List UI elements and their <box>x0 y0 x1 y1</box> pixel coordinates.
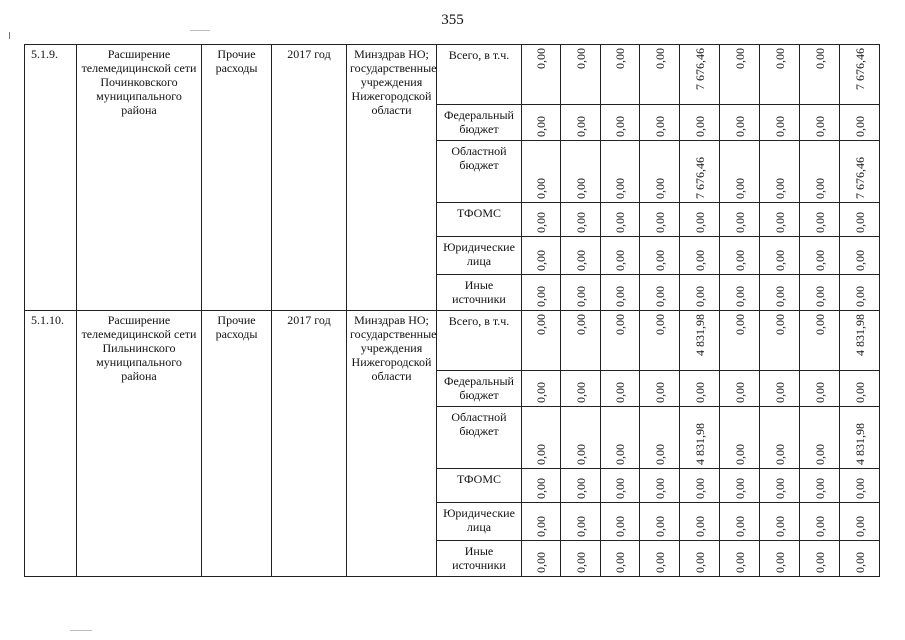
funding-source-label: Областной бюджет <box>437 407 522 469</box>
page-number: 355 <box>441 12 464 28</box>
value-cell <box>720 311 760 371</box>
budget-table <box>24 44 880 577</box>
value-cell <box>601 311 640 371</box>
value-cell <box>800 541 840 577</box>
value-cell <box>601 203 640 237</box>
value-text: 0,00 <box>692 382 707 403</box>
value-text: 0,00 <box>652 178 667 199</box>
value-cell <box>720 275 760 311</box>
value-text: 0,00 <box>613 552 627 573</box>
value-cell <box>640 541 680 577</box>
value-cell <box>522 503 561 541</box>
value-text: 0,00 <box>772 552 787 573</box>
value-text: 0,00 <box>652 478 667 499</box>
value-text: 0,00 <box>692 212 707 233</box>
value-text: 0,00 <box>652 212 667 233</box>
value-cell <box>680 503 720 541</box>
item-name: Расширение телемедицинской сети Починковского муниципального района <box>77 45 202 311</box>
value-text: 0,00 <box>732 552 747 573</box>
value-text: 0,00 <box>652 286 667 307</box>
value-text: 0,00 <box>812 212 827 233</box>
value-text: 4 831,98 <box>852 423 867 465</box>
value-cell <box>561 469 601 503</box>
value-cell <box>601 141 640 203</box>
value-cell <box>840 105 880 141</box>
value-cell <box>640 275 680 311</box>
value-cell <box>800 275 840 311</box>
value-cell <box>800 503 840 541</box>
value-cell <box>680 311 720 371</box>
value-text: 0,00 <box>772 250 787 271</box>
value-text: 0,00 <box>692 552 707 573</box>
item-year: 2017 год <box>272 311 347 577</box>
value-text: 0,00 <box>573 178 588 199</box>
value-text: 0,00 <box>812 178 827 199</box>
value-text: 0,00 <box>613 516 627 537</box>
value-cell <box>720 469 760 503</box>
expense-type: Прочие расходы <box>202 311 272 577</box>
value-cell <box>720 407 760 469</box>
value-text: 0,00 <box>534 552 548 573</box>
value-cell <box>800 141 840 203</box>
table-row <box>25 45 880 105</box>
value-text: 0,00 <box>613 116 627 137</box>
value-cell <box>561 105 601 141</box>
item-executor: Минздрав НО; государственные учреждения Нижегородской области <box>347 45 437 311</box>
value-text: 0,00 <box>732 250 747 271</box>
value-text: 0,00 <box>534 178 548 199</box>
value-cell <box>720 105 760 141</box>
value-text: 0,00 <box>613 250 627 271</box>
value-text: 0,00 <box>772 382 787 403</box>
value-cell <box>800 237 840 275</box>
value-text: 0,00 <box>772 286 787 307</box>
value-cell <box>601 275 640 311</box>
funding-source-label: Юридические лица <box>437 237 522 275</box>
value-text: 0,00 <box>534 116 548 137</box>
value-text: 0,00 <box>852 212 867 233</box>
funding-source-label: ТФОМС <box>437 469 522 503</box>
value-text: 0,00 <box>613 48 627 69</box>
value-text: 0,00 <box>812 478 827 499</box>
value-text: 0,00 <box>613 382 627 403</box>
value-cell <box>640 105 680 141</box>
value-cell <box>640 469 680 503</box>
value-text: 0,00 <box>613 286 627 307</box>
value-text: 0,00 <box>772 314 787 335</box>
value-cell <box>522 541 561 577</box>
value-cell <box>800 311 840 371</box>
value-cell <box>601 469 640 503</box>
value-cell <box>680 371 720 407</box>
value-cell <box>601 45 640 105</box>
value-text: 0,00 <box>613 212 627 233</box>
funding-source-label: Всего, в т.ч. <box>437 45 522 105</box>
value-cell <box>561 203 601 237</box>
table-row <box>25 311 880 371</box>
value-cell <box>800 105 840 141</box>
value-text: 7 676,46 <box>692 48 707 90</box>
value-text: 0,00 <box>812 314 827 335</box>
value-cell <box>840 141 880 203</box>
value-text: 0,00 <box>534 478 548 499</box>
value-text: 0,00 <box>732 286 747 307</box>
value-text: 0,00 <box>732 516 747 537</box>
value-text: 7 676,46 <box>852 157 867 199</box>
value-text: 0,00 <box>852 478 867 499</box>
value-cell <box>680 237 720 275</box>
value-cell <box>601 237 640 275</box>
value-cell <box>640 141 680 203</box>
value-text: 0,00 <box>573 478 588 499</box>
value-cell <box>720 141 760 203</box>
value-text: 0,00 <box>772 478 787 499</box>
value-text: 7 676,46 <box>852 48 867 90</box>
funding-source-label: Всего, в т.ч. <box>437 311 522 371</box>
value-cell <box>640 203 680 237</box>
value-text: 0,00 <box>812 552 827 573</box>
value-cell <box>522 45 561 105</box>
value-cell <box>522 141 561 203</box>
item-number: 5.1.10. <box>25 311 77 577</box>
value-text: 0,00 <box>732 478 747 499</box>
value-cell <box>760 105 800 141</box>
value-text: 0,00 <box>573 212 588 233</box>
funding-source-label: Федеральный бюджет <box>437 105 522 141</box>
funding-source-label: Юридические лица <box>437 503 522 541</box>
value-text: 0,00 <box>732 116 747 137</box>
value-cell <box>640 311 680 371</box>
scan-mark <box>70 630 92 631</box>
value-text: 0,00 <box>652 250 667 271</box>
value-cell <box>601 371 640 407</box>
value-text: 0,00 <box>812 382 827 403</box>
value-cell <box>522 105 561 141</box>
value-text: 0,00 <box>652 48 667 69</box>
value-cell <box>561 503 601 541</box>
value-cell <box>760 469 800 503</box>
funding-source-label: Иные источники <box>437 275 522 311</box>
value-cell <box>601 105 640 141</box>
value-cell <box>760 407 800 469</box>
value-text: 0,00 <box>534 286 548 307</box>
value-cell <box>680 45 720 105</box>
value-cell <box>522 311 561 371</box>
value-text: 7 676,46 <box>692 157 707 199</box>
value-text: 0,00 <box>812 116 827 137</box>
value-text: 0,00 <box>613 478 627 499</box>
value-cell <box>561 541 601 577</box>
value-text: 0,00 <box>573 48 588 69</box>
value-cell <box>800 371 840 407</box>
value-text: 4 831,98 <box>852 314 867 356</box>
funding-source-label: Иные источники <box>437 541 522 577</box>
value-cell <box>522 203 561 237</box>
value-text: 4 831,98 <box>692 423 707 465</box>
value-text: 0,00 <box>812 48 827 69</box>
value-cell <box>760 275 800 311</box>
value-text: 0,00 <box>852 286 867 307</box>
value-text: 0,00 <box>534 212 548 233</box>
funding-source-label: ТФОМС <box>437 203 522 237</box>
value-cell <box>840 407 880 469</box>
value-text: 0,00 <box>573 250 588 271</box>
value-cell <box>601 541 640 577</box>
value-cell <box>760 237 800 275</box>
value-cell <box>720 371 760 407</box>
value-cell <box>680 541 720 577</box>
value-cell <box>840 275 880 311</box>
value-text: 0,00 <box>732 314 747 335</box>
value-text: 0,00 <box>534 314 548 335</box>
value-cell <box>561 407 601 469</box>
value-cell <box>640 237 680 275</box>
value-text: 0,00 <box>852 552 867 573</box>
value-text: 0,00 <box>852 250 867 271</box>
value-text: 0,00 <box>573 516 588 537</box>
value-cell <box>561 275 601 311</box>
value-text: 0,00 <box>772 48 787 69</box>
value-cell <box>840 203 880 237</box>
value-text: 0,00 <box>613 178 627 199</box>
value-text: 0,00 <box>732 48 747 69</box>
value-text: 0,00 <box>772 444 787 465</box>
value-text: 0,00 <box>573 552 588 573</box>
value-text: 0,00 <box>534 48 548 69</box>
funding-source-label: Федеральный бюджет <box>437 371 522 407</box>
value-cell <box>680 141 720 203</box>
value-cell <box>561 311 601 371</box>
item-year: 2017 год <box>272 45 347 311</box>
value-cell <box>561 141 601 203</box>
value-text: 0,00 <box>534 444 548 465</box>
value-cell <box>800 45 840 105</box>
value-cell <box>522 371 561 407</box>
scan-mark <box>190 30 210 31</box>
value-cell <box>601 407 640 469</box>
item-name: Расширение телемедицинской сети Пильнинского муниципального района <box>77 311 202 577</box>
value-text: 0,00 <box>652 382 667 403</box>
value-text: 0,00 <box>652 444 667 465</box>
value-cell <box>840 469 880 503</box>
value-cell <box>680 275 720 311</box>
value-cell <box>760 503 800 541</box>
value-text: 0,00 <box>772 178 787 199</box>
value-text: 0,00 <box>573 444 588 465</box>
value-cell <box>840 541 880 577</box>
value-text: 0,00 <box>812 516 827 537</box>
value-text: 0,00 <box>852 116 867 137</box>
value-cell <box>720 503 760 541</box>
value-text: 0,00 <box>732 178 747 199</box>
item-number: 5.1.9. <box>25 45 77 311</box>
expense-type: Прочие расходы <box>202 45 272 311</box>
value-cell <box>680 407 720 469</box>
value-cell <box>840 371 880 407</box>
value-text: 0,00 <box>652 552 667 573</box>
value-cell <box>720 541 760 577</box>
value-cell <box>561 45 601 105</box>
value-text: 0,00 <box>692 516 707 537</box>
value-text: 0,00 <box>652 314 667 335</box>
value-cell <box>720 203 760 237</box>
value-cell <box>522 469 561 503</box>
value-text: 0,00 <box>852 382 867 403</box>
value-text: 0,00 <box>692 250 707 271</box>
value-cell <box>522 275 561 311</box>
value-cell <box>760 311 800 371</box>
value-text: 0,00 <box>772 116 787 137</box>
value-text: 0,00 <box>573 314 588 335</box>
value-text: 0,00 <box>812 250 827 271</box>
value-cell <box>640 503 680 541</box>
value-text: 0,00 <box>534 382 548 403</box>
value-text: 0,00 <box>652 516 667 537</box>
value-text: 0,00 <box>772 212 787 233</box>
value-cell <box>800 203 840 237</box>
value-text: 0,00 <box>534 250 548 271</box>
value-cell <box>522 237 561 275</box>
value-cell <box>720 237 760 275</box>
value-text: 0,00 <box>812 444 827 465</box>
value-text: 0,00 <box>534 516 548 537</box>
value-cell <box>800 407 840 469</box>
value-cell <box>760 141 800 203</box>
value-text: 0,00 <box>573 382 588 403</box>
value-text: 0,00 <box>652 116 667 137</box>
value-cell <box>760 541 800 577</box>
value-text: 0,00 <box>613 314 627 335</box>
value-text: 4 831,98 <box>692 314 707 356</box>
value-text: 0,00 <box>573 286 588 307</box>
funding-source-label: Областной бюджет <box>437 141 522 203</box>
value-cell <box>840 503 880 541</box>
value-cell <box>760 203 800 237</box>
value-cell <box>680 105 720 141</box>
value-cell <box>561 371 601 407</box>
value-cell <box>561 237 601 275</box>
value-cell <box>760 45 800 105</box>
value-cell <box>840 45 880 105</box>
value-text: 0,00 <box>732 212 747 233</box>
item-executor: Минздрав НО; государственные учреждения Нижегородской области <box>347 311 437 577</box>
value-cell <box>800 469 840 503</box>
value-text: 0,00 <box>852 516 867 537</box>
value-cell <box>640 407 680 469</box>
value-cell <box>840 311 880 371</box>
value-cell <box>601 503 640 541</box>
value-cell <box>680 203 720 237</box>
value-text: 0,00 <box>573 116 588 137</box>
value-cell <box>522 407 561 469</box>
scan-mark <box>9 32 10 39</box>
value-cell <box>640 371 680 407</box>
value-text: 0,00 <box>732 444 747 465</box>
value-cell <box>760 371 800 407</box>
value-text: 0,00 <box>732 382 747 403</box>
value-text: 0,00 <box>812 286 827 307</box>
value-text: 0,00 <box>613 444 627 465</box>
value-text: 0,00 <box>692 116 707 137</box>
value-cell <box>640 45 680 105</box>
value-text: 0,00 <box>692 286 707 307</box>
value-cell <box>720 45 760 105</box>
value-text: 0,00 <box>692 478 707 499</box>
value-cell <box>680 469 720 503</box>
value-text: 0,00 <box>772 516 787 537</box>
value-cell <box>840 237 880 275</box>
